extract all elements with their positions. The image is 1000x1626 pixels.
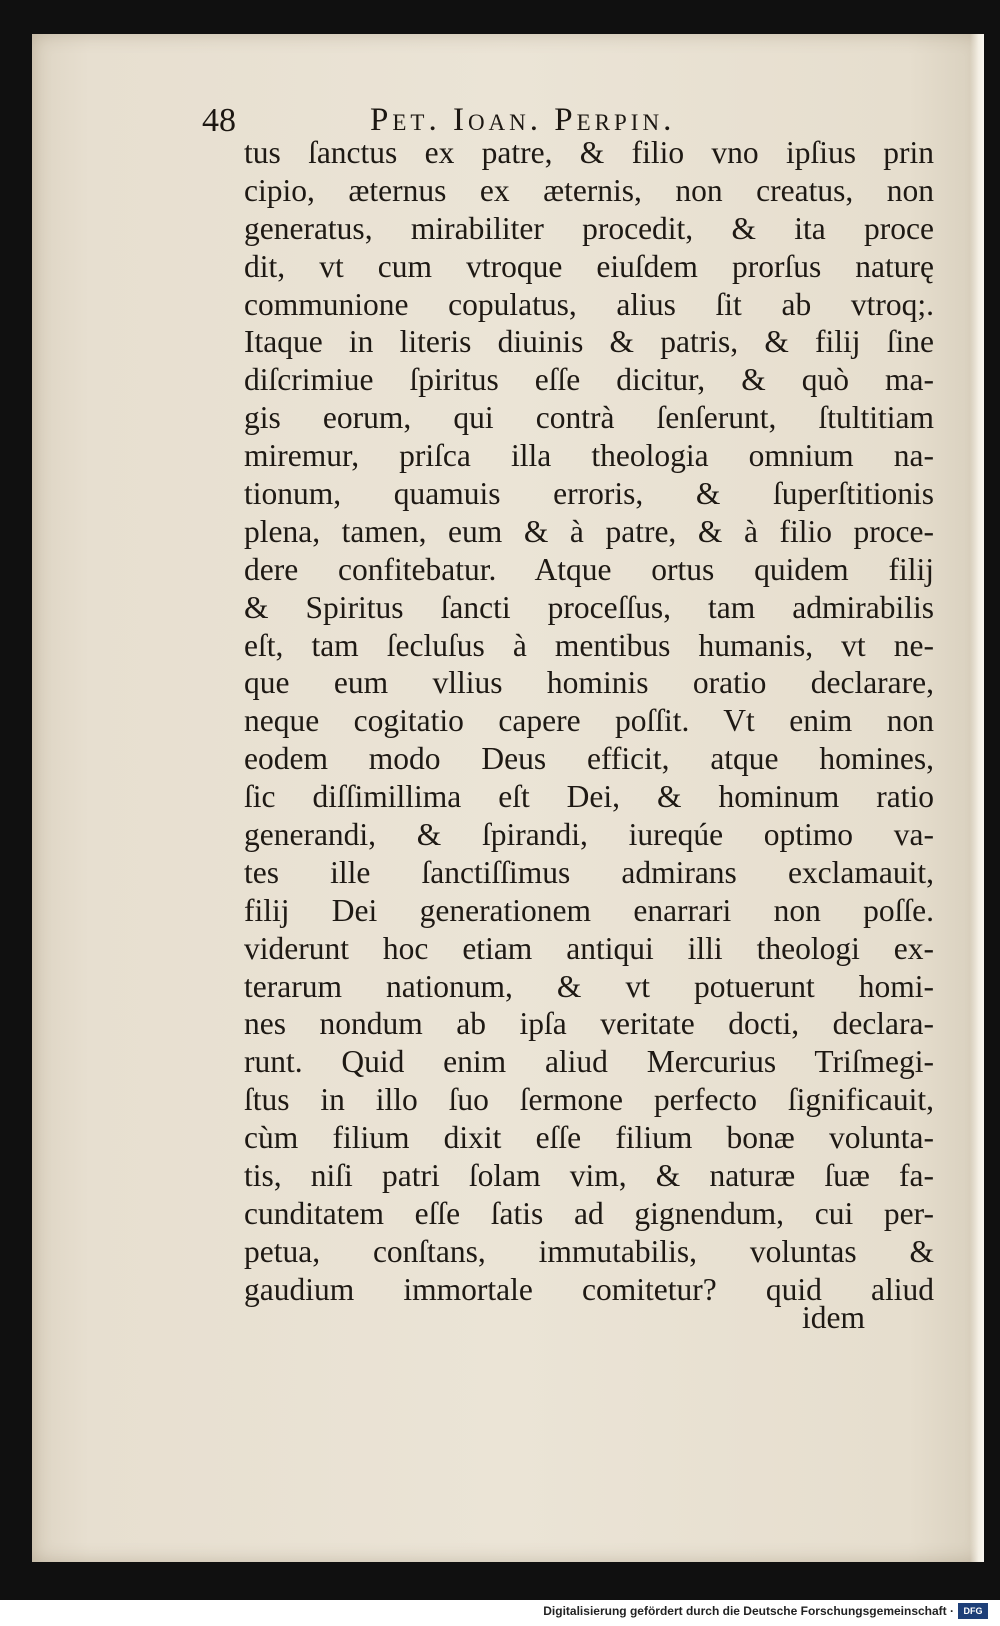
- book-page: [32, 34, 984, 1562]
- page-number: 48: [202, 102, 236, 139]
- text-line: tus ſanctus ex patre, & filio vno ipſius prin: [244, 135, 934, 170]
- text-line: communione copulatus, alius ſit ab vtroq;.: [244, 286, 934, 322]
- text-line: diſcrimiue ſpiritus eſſe dicitur, & quò ma-: [244, 362, 934, 398]
- text-line: filij Dei generationem enarrari non poſſe.: [244, 892, 934, 928]
- text-line: cùm filium dixit eſſe filium bonæ volunta-: [244, 1120, 934, 1156]
- text-line: cunditatem eſſe ſatis ad gignendum, cui per-: [244, 1195, 934, 1231]
- text-line: Itaque in literis diuinis & patris, & filij ſine: [244, 324, 934, 360]
- text-line: tionum, quamuis erroris, & ſuperſtitionis: [244, 476, 934, 512]
- text-line: dere confitebatur. Atque ortus quidem filij: [244, 551, 934, 587]
- body-text: [244, 134, 934, 1309]
- text-line: cipio, æternus ex æternis, non creatus, non: [244, 172, 934, 208]
- text-line: runt. Quid enim aliud Mercurius Triſmegi-: [244, 1044, 934, 1080]
- text-line: dit, vt cum vtroque eiuſdem prorſus naturę: [244, 248, 934, 284]
- text-line: tis, niſi patri ſolam vim, & naturæ ſuæ fa-: [244, 1158, 934, 1194]
- running-title: Pet. Ioan. Perpin.: [370, 102, 676, 138]
- text-line: que eum vllius hominis oratio declarare,: [244, 665, 934, 701]
- text-line: generandi, & ſpirandi, iureqúe optimo va-: [244, 817, 934, 853]
- page-edge: [970, 34, 984, 1562]
- funding-credit: Digitalisierung gefördert durch die Deutsche Forschungsgemeinschaft ·: [543, 1604, 954, 1618]
- text-line: tes ille ſanctiſſimus admirans exclamauit,: [244, 854, 934, 890]
- text-line: generatus, mirabiliter procedit, & ita proce: [244, 210, 934, 246]
- text-line: petua, conſtans, immutabilis, voluntas &: [244, 1233, 934, 1269]
- text-line: gaudium immortale comitetur? quid aliud: [244, 1271, 934, 1307]
- text-line: gis eorum, qui contrà ſenſerunt, ſtultitiam: [244, 400, 934, 436]
- dfg-logo-icon: DFG: [958, 1603, 988, 1619]
- text-line: ſic diſſimillima eſt Dei, & hominum ratio: [244, 779, 934, 815]
- catchword: idem: [802, 1300, 865, 1335]
- text-line: ſtus in illo ſuo ſermone perfecto ſignificauit,: [244, 1082, 934, 1118]
- text-line: miremur, priſca illa theologia omnium na-: [244, 438, 934, 474]
- text-line: viderunt hoc etiam antiqui illi theologi ex-: [244, 930, 934, 966]
- text-line: terarum nationum, & vt potuerunt homi-: [244, 968, 934, 1004]
- text-line: eſt, tam ſecluſus à mentibus humanis, vt ne-: [244, 627, 934, 663]
- digitization-footer: [0, 1600, 1000, 1626]
- text-line: & Spiritus ſancti proceſſus, tam admirabilis: [244, 589, 934, 625]
- text-line: nes nondum ab ipſa veritate docti, declara-: [244, 1006, 934, 1042]
- text-line: plena, tamen, eum & à patre, & à filio proce-: [244, 513, 934, 549]
- text-line: eodem modo Deus efficit, atque homines,: [244, 741, 934, 777]
- text-line: neque cogitatio capere poſſit. Vt enim non: [244, 703, 934, 739]
